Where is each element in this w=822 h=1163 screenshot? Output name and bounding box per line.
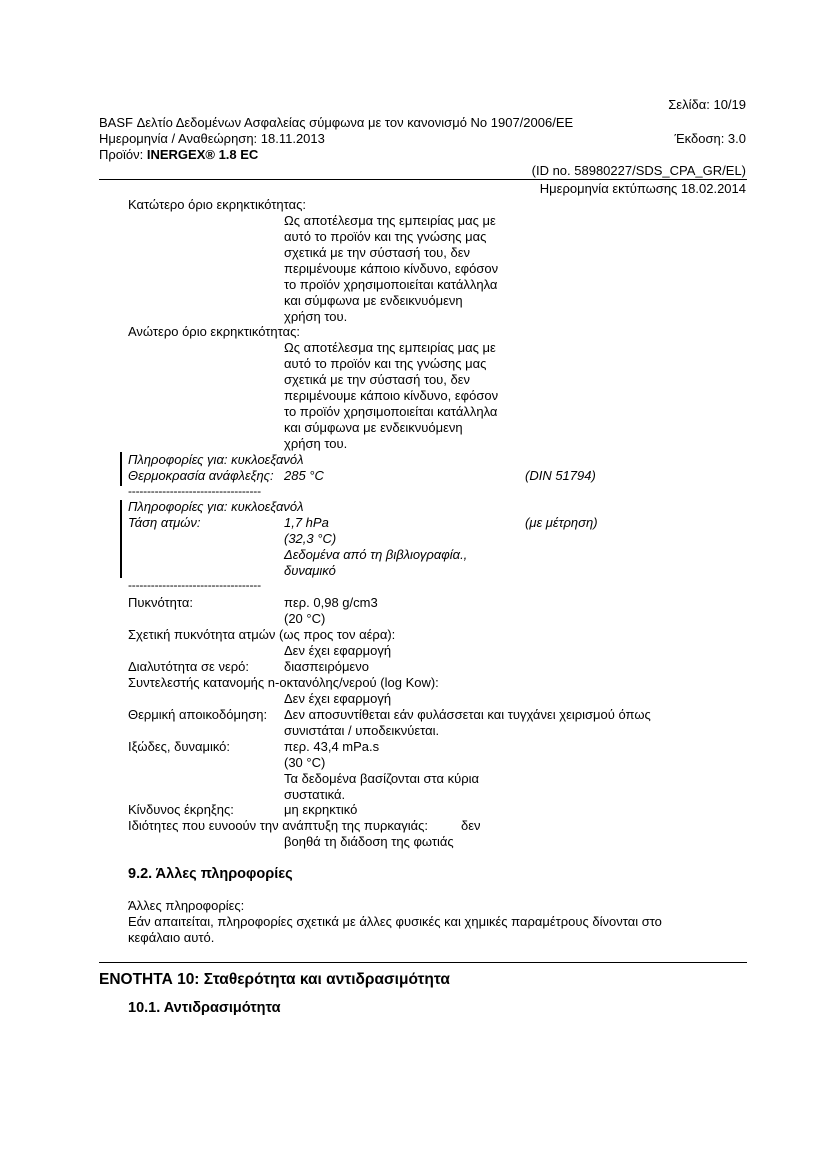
text-line: (30 °C)	[284, 755, 326, 770]
product-name: INERGEX® 1.8 EC	[146, 147, 259, 162]
revision-date: Ημερομηνία / Αναθεώρηση: 18.11.2013	[99, 131, 325, 146]
upper-limit-label: Ανώτερο όριο εκρηκτικότητας:	[128, 324, 300, 339]
header-rule	[99, 179, 747, 180]
fire-value: δεν	[461, 818, 481, 833]
block2-info: Πληροφορίες για: κυκλοεξανόλ	[128, 499, 304, 514]
flash-point-value: 285 °C	[284, 468, 324, 483]
density-temp: (20 °C)	[284, 611, 326, 626]
version: Έκδοση: 3.0	[674, 131, 746, 146]
density-value: περ. 0,98 g/cm3	[284, 595, 378, 610]
vapour-pressure-value: 1,7 hPa	[284, 515, 329, 530]
vapour-pressure-method: (με μέτρηση)	[525, 515, 598, 530]
section-9-2-heading: 9.2. Άλλες πληροφορίες	[128, 866, 293, 882]
text-line: αυτό το προϊόν και της γνώσης μας	[284, 229, 487, 244]
solubility-value: διασπειρόμενο	[284, 659, 369, 674]
block1-info: Πληροφορίες για: κυκλοεξανόλ	[128, 452, 304, 467]
explosion-value: μη εκρηκτικό	[284, 802, 358, 817]
text-line: συστατικά.	[284, 787, 346, 802]
text-line: σχετικά με την σύστασή του, δεν	[284, 372, 471, 387]
lower-limit-label: Κατώτερο όριο εκρηκτικότητας:	[128, 197, 307, 212]
divider: -----------------------------------	[128, 578, 261, 592]
text-line: σχετικά με την σύστασή του, δεν	[284, 245, 471, 260]
change-bar	[120, 452, 122, 486]
other-info-text: Εάν απαιτείται, πληροφορίες σχετικά με άλλες φυσικές και χημικές παραμέτρους δίνονται στο	[128, 914, 662, 929]
text-line: Ως αποτέλεσμα της εμπειρίας μας με	[284, 213, 496, 228]
text-line: Δεδομένα από τη βιβλιογραφία.,	[284, 547, 468, 562]
fire-label: Ιδιότητες που ευνοούν την ανάπτυξη της πυρκαγιάς:	[128, 818, 429, 833]
thermal-value-cont: συνιστάται / υποδεικνύεται.	[284, 723, 440, 738]
vapour-pressure-label: Τάση ατμών:	[128, 515, 201, 530]
change-bar	[120, 500, 122, 578]
text-line: το προϊόν χρησιμοποιείται κατάλληλα	[284, 404, 498, 419]
text-line: χρήση του.	[284, 309, 348, 324]
thermal-label: Θερμική αποικοδόμηση:	[128, 707, 268, 722]
text-line: και σύμφωνα με ενδεικνυόμενη	[284, 420, 463, 435]
other-info-label: Άλλες πληροφορίες:	[128, 898, 245, 913]
text-line: το προϊόν χρησιμοποιείται κατάλληλα	[284, 277, 498, 292]
text-line: (32,3 °C)	[284, 531, 337, 546]
text-line: περιμένουμε κάποιο κίνδυνο, εφόσον	[284, 261, 499, 276]
flash-point-label: Θερμοκρασία ανάφλεξης:	[128, 468, 274, 483]
document-id: (ID no. 58980227/SDS_CPA_GR/EL)	[531, 163, 746, 178]
viscosity-label: Ιξώδες, δυναμικό:	[128, 739, 231, 754]
rel-density-label: Σχετική πυκνότητα ατμών (ως προς τον αέρα):	[128, 627, 396, 642]
other-info-text-cont: κεφάλαιο αυτό.	[128, 930, 215, 945]
partition-value: Δεν έχει εφαρμογή	[284, 691, 392, 706]
text-line: Τα δεδομένα βασίζονται στα κύρια	[284, 771, 480, 786]
section-rule	[99, 962, 747, 963]
print-date: Ημερομηνία εκτύπωσης 18.02.2014	[539, 181, 746, 196]
section-10-1-heading: 10.1. Αντιδρασιμότητα	[128, 1000, 281, 1016]
product-label: Προϊόν:	[99, 147, 147, 162]
density-label: Πυκνότητα:	[128, 595, 193, 610]
rel-density-value: Δεν έχει εφαρμογή	[284, 643, 392, 658]
explosion-label: Κίνδυνος έκρηξης:	[128, 802, 234, 817]
partition-label: Συντελεστής κατανομής n-οκτανόλης/νερού (log Kow):	[128, 675, 439, 690]
lower-limit-text	[284, 213, 498, 325]
upper-limit-text	[284, 340, 498, 452]
text-line: Ως αποτέλεσμα της εμπειρίας μας με	[284, 340, 496, 355]
solubility-label: Διαλυτότητα σε νερό:	[128, 659, 249, 674]
flash-point-method: (DIN 51794)	[525, 468, 596, 483]
viscosity-details	[284, 739, 479, 803]
text-line: αυτό το προϊόν και της γνώσης μας	[284, 356, 487, 371]
section-10-heading: ΕΝΟΤΗΤΑ 10: Σταθερότητα και αντιδρασιμότητα	[99, 971, 450, 988]
product-line	[99, 147, 258, 163]
text-line: χρήση του.	[284, 436, 348, 451]
vapour-pressure-details	[284, 531, 467, 579]
text-line: δυναμικό	[284, 563, 336, 578]
fire-value-cont: βοηθά τη διάδοση της φωτιάς	[284, 834, 454, 849]
document-title: BASF Δελτίο Δεδομένων Ασφαλείας σύμφωνα με τον κανονισμό Νο 1907/2006/ΕΕ	[99, 115, 574, 130]
text-line: περ. 43,4 mPa.s	[284, 739, 380, 754]
text-line: και σύμφωνα με ενδεικνυόμενη	[284, 293, 463, 308]
thermal-value: Δεν αποσυντίθεται εάν φυλάσσεται και τυγχάνει χειρισμού όπως	[284, 707, 651, 722]
text-line: περιμένουμε κάποιο κίνδυνο, εφόσον	[284, 388, 499, 403]
divider: -----------------------------------	[128, 484, 261, 498]
page-number: Σελίδα: 10/19	[668, 97, 746, 112]
